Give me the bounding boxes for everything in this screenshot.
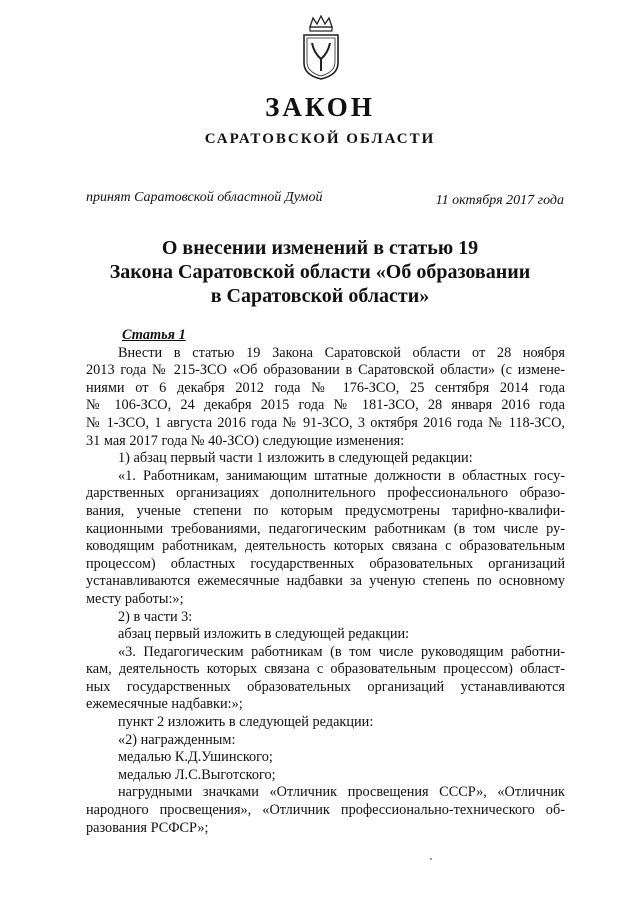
text-line: ных государственных образовательных организаций устанавливаются	[86, 678, 565, 695]
text-line: народного просвещения», «Отличник профессионально-технического об-	[86, 802, 565, 819]
article-title: Статья 1	[122, 327, 186, 343]
coat-of-arms-icon	[298, 15, 344, 81]
text-line: 31 мая 2017 года № 40-ЗСО) следующие изменения:	[86, 432, 405, 449]
text-line: 2013 года № 215-ЗСО «Об образовании в Саратовской области» (с измене-	[86, 362, 565, 379]
text-line: Внести в статью 19 Закона Саратовской области от 28 ноября	[118, 344, 565, 361]
heading-line: в Саратовской области»	[210, 285, 430, 307]
adopted-by-text: принят Саратовской областной Думой	[86, 190, 323, 205]
text-line: медалью Л.С.Выготского;	[118, 766, 276, 783]
region-title: САРАТОВСКОЙ ОБЛАСТИ	[204, 131, 436, 147]
heading-line: Закона Саратовской области «Об образовании	[109, 261, 531, 283]
text-line: устанавливаются ежемесячные надбавки за ученую степень по основному	[86, 573, 565, 590]
text-line: кационными требованиями, педагогическим работникам (в том числе ру-	[86, 520, 565, 537]
text-line: разования РСФСР»;	[86, 819, 209, 836]
text-line: дарственных организациях дополнительного профессионального образо-	[86, 485, 565, 502]
text-line: вания, ученые степени по которым предусмотрены тарифно-квалифи-	[86, 502, 565, 519]
text-line: ежемесячные надбавки:»;	[86, 696, 243, 713]
text-line: абзац первый изложить в следующей редакции:	[118, 626, 410, 643]
text-line: «1. Работникам, занимающим штатные должности в областных госу-	[118, 467, 565, 484]
text-line: № 1-ЗСО, 1 августа 2016 года № 91-ЗСО, 3 октября 2016 года № 118-ЗСО,	[86, 414, 565, 431]
text-line: 2) в части 3:	[118, 608, 193, 625]
article-body	[86, 327, 565, 837]
law-title: ЗАКОН	[265, 92, 375, 122]
text-line: медалью К.Д.Ушинского;	[118, 749, 273, 766]
text-line: кам, деятельность которых связана с образовательным процессом) област-	[86, 661, 565, 678]
text-line: пункт 2 изложить в следующей редакции:	[118, 714, 374, 731]
text-line: «2) награжденным:	[118, 731, 236, 748]
text-line: ководящим работникам, деятельность которых связана с образовательным	[86, 538, 565, 555]
scan-speck	[430, 858, 432, 860]
text-line: месту работы:»;	[86, 590, 184, 607]
heading-line: О внесении изменений в статью 19	[161, 237, 479, 259]
text-line: «3. Педагогическим работникам (в том числе руководящим работни-	[118, 643, 565, 660]
text-line: 1) абзац первый части 1 изложить в следующей редакции:	[118, 450, 473, 467]
adoption-date: 11 октября 2017 года	[435, 193, 564, 208]
law-heading	[60, 236, 580, 308]
text-line: нагрудными значками «Отличник просвещения СССР», «Отличник	[118, 784, 565, 801]
text-line: процессом) областных государственных образовательных организаций	[86, 555, 565, 572]
text-line: № 106-ЗСО, 24 декабря 2015 года № 181-ЗСО, 28 января 2016 года	[86, 397, 565, 414]
article-text	[86, 345, 565, 838]
text-line: ниями от 6 декабря 2012 года № 176-ЗСО, 25 сентября 2014 года	[86, 379, 565, 396]
